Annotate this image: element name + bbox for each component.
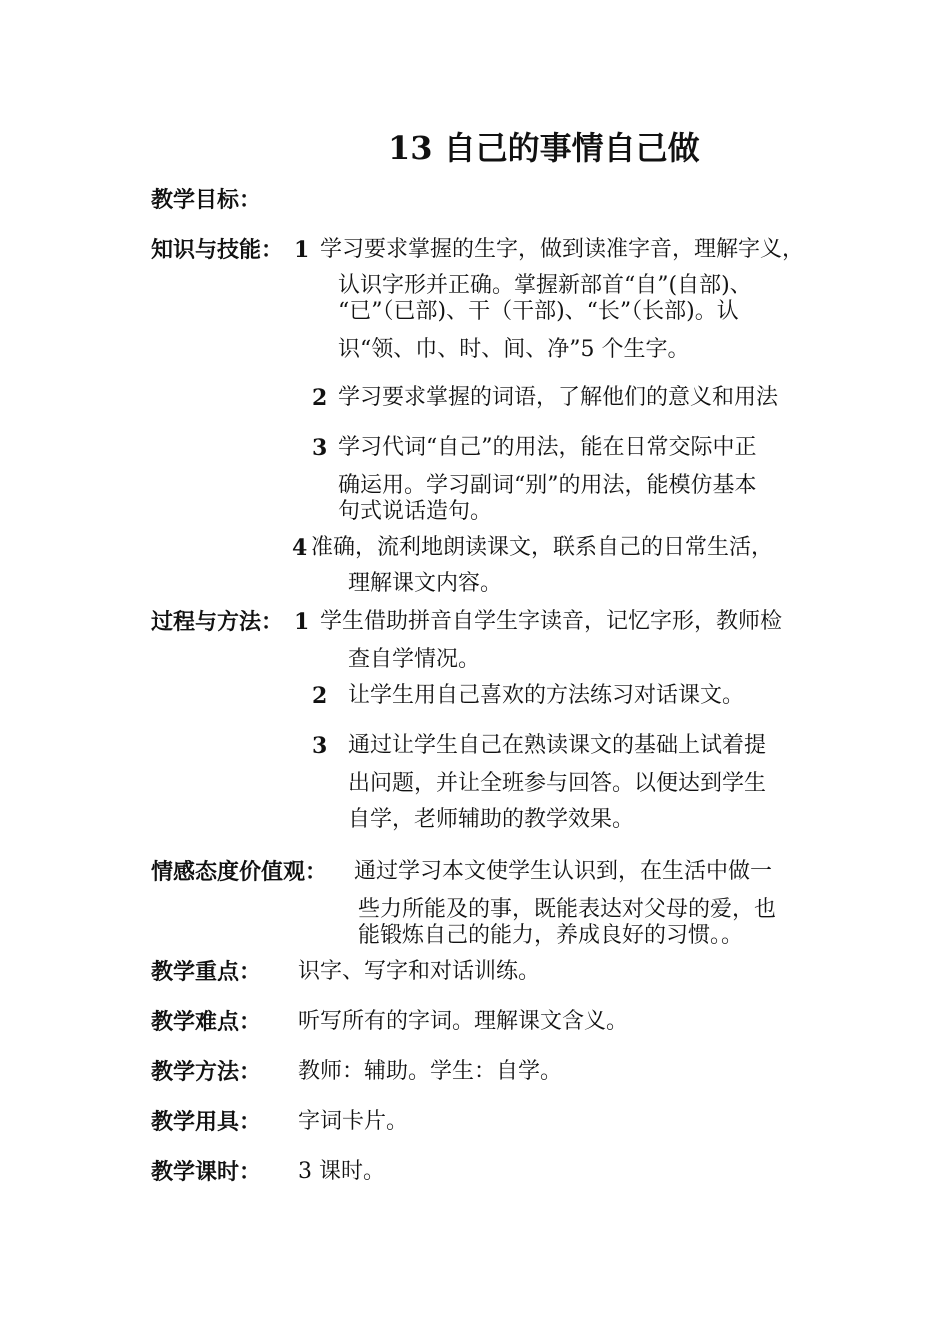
process-item-3-line-1: 通过让学生自己在熟读课文的基础上试着提 [348,733,767,758]
knowledge-item-1-line-4: 识“领、巾、时、间、净”5 个生字。 [338,337,690,362]
difficulties-value: 听写所有的字词。理解课文含义。 [298,1009,629,1034]
process-item-3-line-3: 自学，老师辅助的教学效果。 [348,807,635,832]
knowledge-item-4-number: 4 [292,535,308,561]
process-item-1-line-2: 查自学情况。 [348,647,481,672]
class-hours-value: 3 课时。 [298,1159,385,1184]
knowledge-item-1-line-1: 学习要求掌握的生字，做到读准字音，理解字义， [320,237,805,262]
knowledge-item-2-number: 2 [312,385,328,411]
knowledge-item-3-line-3: 句式说话造句。 [338,499,493,524]
process-item-1-line-1: 学生借助拼音自学生字读音，记忆字形，教师检 [320,609,783,634]
key-points-value: 识字、写字和对话训练。 [298,959,541,984]
tools-value: 字词卡片。 [298,1109,409,1134]
tools-label: 教学用具： [151,1109,262,1135]
difficulties-label: 教学难点： [151,1009,262,1035]
knowledge-item-1-line-2: 认识字形并正确。掌握新部首“自”(自部)、 [338,273,752,298]
process-item-2-number: 2 [312,683,328,709]
knowledge-item-3-line-2: 确运用。学习副词“别”的用法，能模仿基本 [338,473,757,498]
process-label: 过程与方法： [151,609,284,635]
methods-value: 教师：辅助。学生：自学。 [298,1059,563,1084]
page-title: 13 自己的事情自己做 [388,129,700,167]
emotion-label: 情感态度价值观： [151,859,328,885]
objectives-heading: 教学目标： [151,187,262,213]
process-item-1-number: 1 [294,609,310,635]
emotion-line-2: 些力所能及的事，既能表达对父母的爱，也 [358,897,777,922]
methods-label: 教学方法： [151,1059,262,1085]
key-points-label: 教学重点： [151,959,262,985]
process-item-3-number: 3 [312,733,328,759]
emotion-line-1: 通过学习本文使学生认识到，在生活中做一 [354,859,773,884]
knowledge-item-1-number: 1 [294,237,310,263]
knowledge-item-3-line-1: 学习代词“自己”的用法，能在日常交际中正 [338,435,757,460]
knowledge-item-3-number: 3 [312,435,328,461]
knowledge-label: 知识与技能： [151,237,284,263]
process-item-3-line-2: 出问题，并让全班参与回答。以便达到学生 [348,771,767,796]
class-hours-label: 教学课时： [151,1159,262,1185]
knowledge-item-4-line-1: 准确，流利地朗读课文，联系自己的日常生活， [311,535,774,560]
knowledge-item-4-line-2: 理解课文内容。 [348,571,503,596]
knowledge-item-2-line-1: 学习要求掌握的词语，了解他们的意义和用法 [338,385,779,410]
knowledge-item-1-line-3: “已”（已部)、干（干部)、“长”（长部)。认 [338,299,739,324]
emotion-line-3: 能锻炼自己的能力，养成良好的习惯。。 [358,923,744,948]
process-item-2-line-1: 让学生用自己喜欢的方法练习对话课文。 [348,683,745,708]
